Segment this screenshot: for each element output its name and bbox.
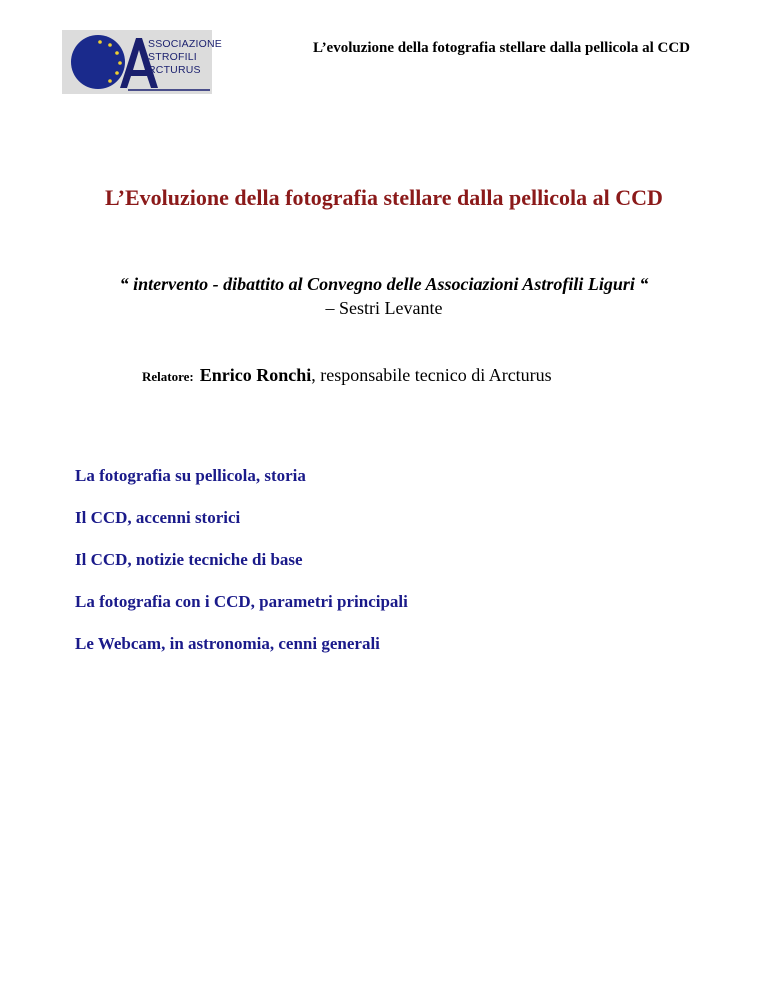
speaker-line bbox=[142, 365, 552, 386]
logo-line-3: RCTURUS bbox=[148, 64, 201, 76]
logo-line-1: SSOCIAZIONE bbox=[148, 38, 222, 50]
logo-text bbox=[148, 38, 222, 77]
speaker-label: Relatore: bbox=[142, 369, 194, 384]
table-of-contents bbox=[75, 462, 408, 672]
toc-item-film-photography[interactable]: La fotografia su pellicola, storia bbox=[75, 466, 306, 485]
speaker-role: , responsabile tecnico di Arcturus bbox=[311, 365, 552, 385]
speaker-name: Enrico Ronchi bbox=[199, 365, 312, 385]
subtitle-event: “ intervento - dibattito al Convegno delle Associazioni Astrofili Liguri “ bbox=[119, 274, 649, 294]
header-title: L’evoluzione della fotografia stellare dalla pellicola al CCD bbox=[312, 40, 690, 56]
subtitle-location: – Sestri Levante bbox=[325, 298, 443, 318]
toc-item-ccd-photography[interactable]: La fotografia con i CCD, parametri principali bbox=[75, 592, 408, 611]
subtitle bbox=[0, 272, 768, 320]
page-title: L’Evoluzione della fotografia stellare dalla pellicola al CCD bbox=[105, 185, 663, 210]
toc-item-ccd-technical[interactable]: Il CCD, notizie tecniche di base bbox=[75, 550, 303, 569]
logo-line-2: STROFILI bbox=[148, 51, 197, 63]
association-logo bbox=[62, 30, 222, 94]
toc-item-webcam[interactable]: Le Webcam, in astronomia, cenni generali bbox=[75, 634, 380, 653]
toc-item-ccd-history[interactable]: Il CCD, accenni storici bbox=[75, 508, 241, 527]
